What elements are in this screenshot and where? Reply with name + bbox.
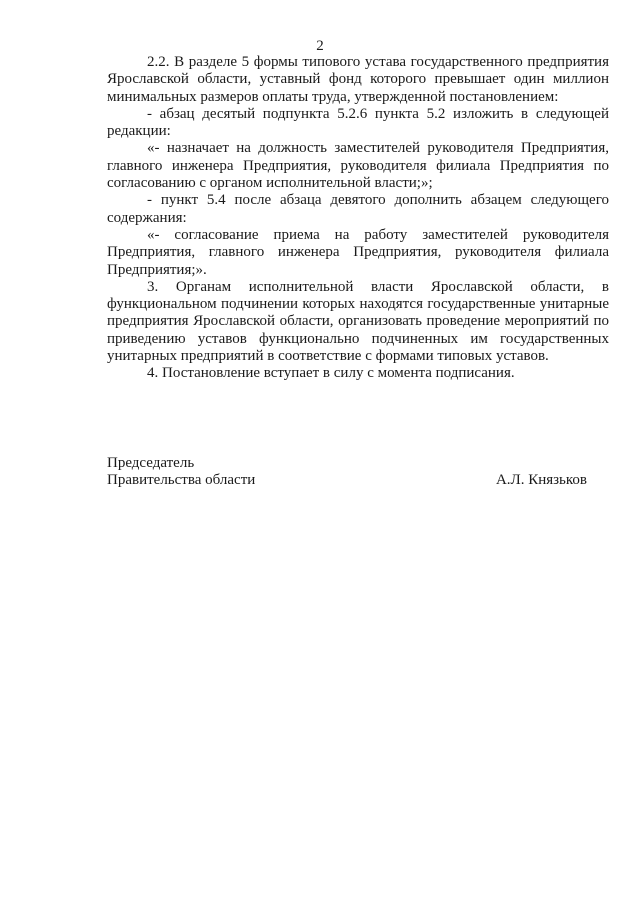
page-number: 2 <box>316 38 324 54</box>
paragraph-abzac-desyatyi: - абзац десятый подпункта 5.2.6 пункта 5.2 изложить в следующей редакции: <box>107 105 609 140</box>
paragraph-quote-naznachaet: «- назначает на должность заместителей руководителя Предприятия, главного инженера Предприятия, руководителя филиала Предприятия по согласованию с органом исполнительной власти;»; <box>107 140 609 192</box>
paragraph-punkt-5-4: - пункт 5.4 после абзаца девятого дополнить абзацем следующего содержания: <box>107 192 609 226</box>
paragraph-quote-soglasovanie: «- согласование приема на работу заместителей руководителя Предприятия, главного инженера Предприятия, руководителя филиала Предприятия;». <box>107 226 609 278</box>
paragraph-3: 3. Органам исполнительной власти Ярославской области, в функциональном подчинении которых находятся государственные унитарные предприятия Ярославской области, организовать проведение мероприятий по приведению уставов функционально подчиненных им государственных унитарных предприятий в соответствие с формами типовых уставов. <box>107 278 609 365</box>
document-body <box>107 54 609 383</box>
paragraph-2-2: 2.2. В разделе 5 формы типового устава государственного предприятия Ярославской области, уставный фонд которого превышает один миллион минимальных размеров оплаты труда, утвержденной постановлением: <box>107 54 609 105</box>
signature-title-line1: Председатель <box>107 455 195 471</box>
signature-block <box>107 455 587 489</box>
signature-title-line2: Правительства области <box>107 472 256 488</box>
paragraph-4: 4. Постановление вступает в силу с момента подписания. <box>147 365 515 382</box>
signatory-name: А.Л. Князьков <box>495 472 587 488</box>
signature-row <box>107 472 587 489</box>
